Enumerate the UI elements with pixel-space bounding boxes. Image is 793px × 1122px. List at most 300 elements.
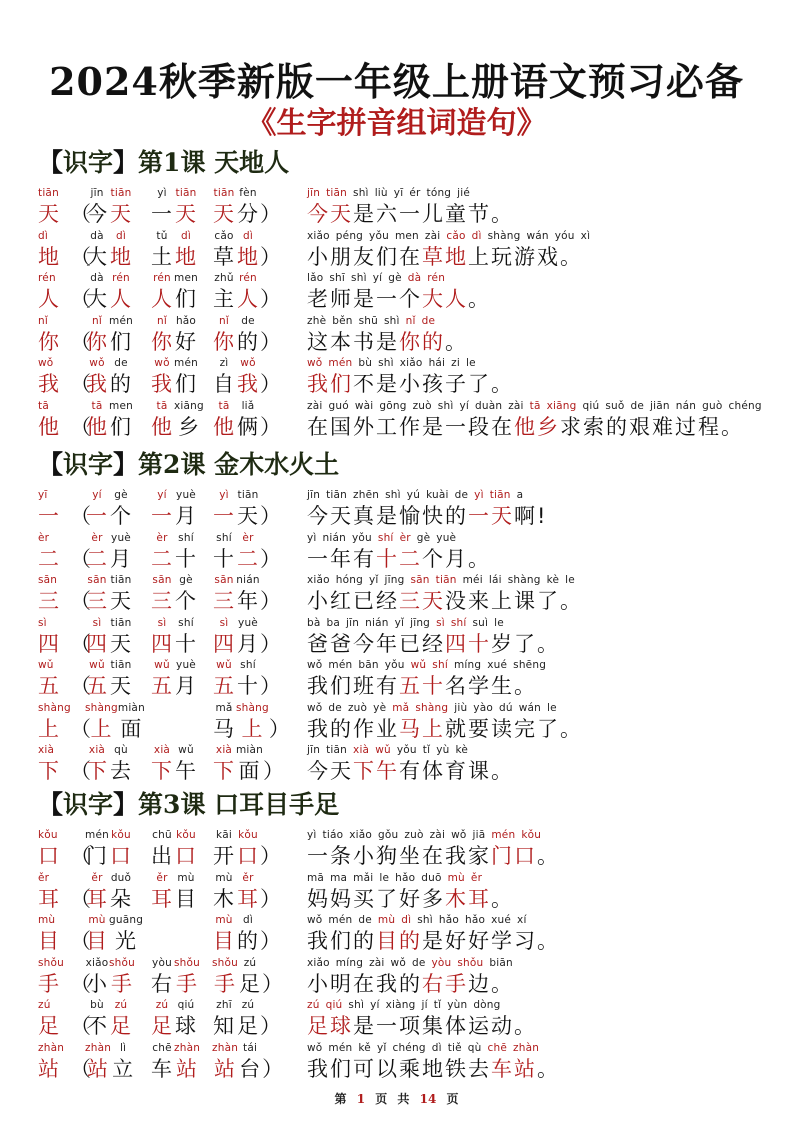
sentence-segment: 有体育课。 <box>399 759 514 783</box>
pinyin-syllable: zi <box>451 357 461 369</box>
pinyin-syllable: yǐ <box>369 574 379 586</box>
word-group <box>212 871 282 913</box>
paren-spacer <box>260 356 282 370</box>
syllable-hanzi: 个 <box>175 589 197 613</box>
highlighted-word: 三天 <box>399 589 445 613</box>
syllable-hanzi: 足 <box>237 1014 259 1038</box>
character-pinyin: sì <box>38 616 47 629</box>
syllable-hanzi: 台 <box>239 1056 262 1081</box>
paren-close-glyph: ） <box>260 589 282 613</box>
pinyin-syllable: shì <box>385 489 401 501</box>
syllable-pinyin: èr <box>242 531 254 544</box>
paren-close <box>260 998 282 1040</box>
syllable-pinyin: zhàn <box>174 1041 201 1054</box>
paren-spacer <box>70 1041 85 1055</box>
pinyin-syllable: shàng <box>415 701 449 714</box>
syllable-hanzi: 人 <box>237 287 259 311</box>
syllable-pinyin: sì <box>157 616 167 629</box>
word-group <box>70 701 145 743</box>
syllable-hanzi: 三 <box>213 589 235 613</box>
sentence-pinyin <box>307 186 514 200</box>
example-sentence <box>307 828 560 870</box>
paren-open-glyph: （ <box>70 504 85 528</box>
word-syllable <box>109 871 133 913</box>
current-page-number: 1 <box>356 1092 366 1106</box>
word-syllable <box>174 271 198 313</box>
syllable-pinyin: cǎo <box>214 229 234 242</box>
paren-open <box>70 271 85 313</box>
pinyin-syllable: hǎo <box>438 914 459 926</box>
syllable-pinyin: yì <box>157 187 167 199</box>
pinyin-syllable: yǐ <box>394 616 405 629</box>
word-syllable <box>150 271 174 313</box>
syllable-hanzi: 四 <box>213 631 235 656</box>
pinyin-syllable: zuò <box>412 399 432 412</box>
pinyin-syllable: qiú <box>582 399 600 412</box>
character-pinyin: ěr <box>38 871 50 884</box>
word-group <box>212 531 282 573</box>
example-sentence <box>307 186 514 228</box>
word-syllable <box>212 229 236 271</box>
syllable-hanzi: 人 <box>151 287 173 311</box>
paren-open-glyph: （ <box>70 244 85 269</box>
syllable-hanzi: 午 <box>175 759 197 783</box>
pinyin-syllable: yǒu <box>352 531 372 544</box>
pinyin-syllable: tiān <box>326 489 348 501</box>
paren-open-glyph: （ <box>70 1056 85 1081</box>
syllable-hanzi: 车 <box>151 1056 173 1081</box>
sentence-pinyin <box>307 828 560 842</box>
sentence-pinyin <box>307 488 547 502</box>
pinyin-syllable: wài <box>354 399 374 412</box>
pinyin-syllable: tóng <box>426 187 452 199</box>
syllable-pinyin: tā <box>91 399 103 412</box>
paren-close-glyph: ） <box>260 674 282 698</box>
paren-close <box>260 229 282 271</box>
syllable-pinyin: mù <box>177 871 195 884</box>
character-hanzi: 三 <box>38 589 60 613</box>
character-pinyin: shàng <box>38 701 71 714</box>
syllable-hanzi: 不 <box>86 1014 108 1038</box>
word-group <box>212 658 282 700</box>
pinyin-syllable: de <box>421 314 436 327</box>
pinyin-syllable: hóng <box>335 574 363 586</box>
page-footer <box>0 1090 793 1107</box>
word-syllable <box>212 356 236 398</box>
word-syllable <box>111 1041 135 1083</box>
syllable-hanzi: 十 <box>175 631 197 656</box>
pinyin-syllable: suǒ <box>605 399 625 412</box>
syllable-pinyin: xiāng <box>174 399 204 412</box>
paren-close <box>269 701 291 743</box>
character-hanzi: 手 <box>38 971 60 996</box>
lesson-name: 金木水火土 <box>214 450 340 479</box>
syllable-hanzi: 主 <box>213 287 235 311</box>
word-group <box>70 1041 135 1083</box>
highlighted-word: 四十 <box>445 631 491 656</box>
character-pinyin: wǔ <box>38 659 54 671</box>
syllable-pinyin: mén <box>109 314 133 327</box>
pinyin-syllable: wǒ <box>307 659 323 671</box>
vocab-row <box>0 998 793 1042</box>
syllable-hanzi: 五 <box>151 674 173 698</box>
pinyin-syllable: ěr <box>470 871 483 884</box>
sentence-text <box>307 285 491 313</box>
syllable-hanzi: 地 <box>175 244 197 269</box>
syllable-hanzi: 耳 <box>86 886 108 911</box>
syllable-pinyin: dà <box>90 229 104 242</box>
sentence-segment: 今天真是愉快的 <box>307 504 468 528</box>
pinyin-syllable: yào <box>473 701 493 714</box>
pinyin-syllable: kè <box>546 574 560 586</box>
sentence-text <box>307 243 596 271</box>
character-hanzi: 二 <box>38 546 60 571</box>
new-character <box>38 186 60 228</box>
pinyin-syllable: hái <box>428 357 446 369</box>
pinyin-syllable: nián <box>322 531 346 544</box>
pinyin-syllable: gè <box>416 531 431 544</box>
syllable-pinyin: men <box>109 399 133 412</box>
word-syllable <box>238 1041 262 1083</box>
syllable-pinyin: hǎo <box>175 314 197 327</box>
paren-spacer <box>260 229 282 243</box>
new-character <box>38 743 60 785</box>
syllable-hanzi: 目 <box>86 929 108 953</box>
pinyin-syllable: jīn <box>307 744 321 756</box>
word-group <box>70 314 133 356</box>
word-syllable <box>174 743 198 785</box>
syllable-hanzi: 的 <box>110 372 132 396</box>
syllable-hanzi: 十 <box>213 546 235 571</box>
syllable-hanzi: 一 <box>151 504 173 528</box>
syllable-hanzi: 朵 <box>110 886 132 911</box>
sentence-segment: 啊! <box>514 504 548 528</box>
sentence-segment: 不是小孩子了。 <box>353 372 514 396</box>
paren-open <box>70 573 85 615</box>
word-syllable <box>85 229 109 271</box>
pinyin-syllable: běn <box>332 314 353 327</box>
paren-close <box>260 356 282 398</box>
syllable-pinyin: mǎ <box>215 701 233 714</box>
syllable-hanzi: 天 <box>213 202 235 226</box>
syllable-hanzi: 五 <box>86 674 108 698</box>
pinyin-syllable: sì <box>436 616 445 629</box>
pinyin-syllable: tǐ <box>422 744 431 756</box>
syllable-hanzi: 今 <box>86 202 108 226</box>
syllable-hanzi: 下 <box>151 759 173 783</box>
example-sentence <box>307 271 491 313</box>
example-sentence <box>307 743 514 785</box>
pinyin-syllable: le <box>379 871 390 884</box>
word-syllable <box>236 271 260 313</box>
syllable-hanzi: 出 <box>151 844 173 868</box>
paren-close <box>260 616 282 658</box>
word-syllable <box>109 913 143 955</box>
sentence-pinyin <box>307 998 537 1012</box>
word-group <box>212 229 282 271</box>
syllable-pinyin: rén <box>153 272 171 284</box>
syllable-hanzi: 地 <box>237 244 259 269</box>
syllable-hanzi: 一 <box>86 504 108 528</box>
sentence-text <box>307 328 468 356</box>
sentence-text <box>307 413 768 441</box>
syllable-pinyin: chū <box>152 829 172 841</box>
vocab-row <box>0 356 793 400</box>
word-syllable <box>212 956 238 998</box>
word-syllable <box>174 616 198 658</box>
word-syllable <box>85 913 109 955</box>
character-hanzi: 目 <box>38 929 60 953</box>
word-group <box>150 616 198 658</box>
paren-open <box>70 488 85 530</box>
paren-open-glyph: （ <box>70 844 85 868</box>
character-hanzi: 四 <box>38 631 60 656</box>
lesson-tag: 识字 <box>63 450 114 479</box>
syllable-pinyin: zhǔ <box>214 272 234 284</box>
vocab-row <box>0 531 793 575</box>
word-group <box>212 399 282 441</box>
pinyin-syllable: jīn <box>307 187 321 199</box>
syllable-hanzi: 右 <box>151 971 173 996</box>
word-group <box>150 186 198 228</box>
pinyin-syllable: de <box>328 701 342 714</box>
syllable-hanzi: 的 <box>237 329 259 354</box>
word-syllable <box>236 573 260 615</box>
character-hanzi: 人 <box>38 287 60 311</box>
syllable-hanzi: 光 <box>115 929 138 953</box>
lesson-header <box>38 148 289 178</box>
syllable-pinyin: nǐ <box>157 314 167 327</box>
highlighted-word: 目的 <box>376 929 422 953</box>
syllable-pinyin: shí <box>240 659 256 671</box>
syllable-hanzi: 二 <box>237 546 259 571</box>
word-syllable <box>174 399 204 441</box>
example-sentence <box>307 913 560 955</box>
character-pinyin: èr <box>38 531 50 544</box>
pinyin-syllable: chéng <box>392 1041 426 1054</box>
pinyin-syllable: zú <box>307 999 320 1011</box>
pinyin-syllable: zài <box>369 956 385 969</box>
pinyin-syllable: mǎ <box>392 701 410 714</box>
pinyin-syllable: nián <box>365 616 389 629</box>
word-syllable <box>174 314 198 356</box>
lesson-number: 第1课 <box>138 148 206 177</box>
pinyin-syllable: shì <box>378 357 394 369</box>
syllable-hanzi: 他 <box>86 414 108 439</box>
paren-close <box>260 314 282 356</box>
pinyin-syllable: shì <box>351 272 367 284</box>
bracket-open: 【 <box>38 790 64 819</box>
syllable-pinyin: shí <box>178 616 194 629</box>
pinyin-syllable: shì <box>437 399 454 412</box>
pinyin-syllable: qù <box>467 1041 482 1054</box>
pinyin-syllable: bù <box>358 357 373 369</box>
paren-open-glyph: （ <box>70 674 85 698</box>
paren-open <box>70 399 85 441</box>
pinyin-syllable: shì <box>353 187 369 199</box>
word-syllable <box>85 271 109 313</box>
word-syllable <box>109 658 133 700</box>
syllable-pinyin: shàng <box>236 701 269 714</box>
syllable-hanzi: 四 <box>151 631 173 656</box>
character-pinyin: xià <box>38 744 55 756</box>
syllable-hanzi: 口 <box>237 844 259 868</box>
pinyin-syllable: yù <box>436 744 450 756</box>
syllable-pinyin: yòu <box>152 956 172 969</box>
syllable-pinyin: liǎ <box>241 399 255 412</box>
syllable-hanzi: 自 <box>213 372 235 396</box>
vocab-row <box>0 658 793 702</box>
paren-close-glyph: ） <box>260 929 282 953</box>
word-group <box>70 271 133 313</box>
pinyin-syllable: tā <box>529 399 541 412</box>
sentence-segment: 就要读完了。 <box>445 716 583 741</box>
syllable-pinyin: nǐ <box>92 314 102 327</box>
sentence-segment: 我们班有 <box>307 674 399 698</box>
syllable-pinyin: yì <box>219 489 229 501</box>
character-hanzi: 天 <box>38 202 60 226</box>
syllable-pinyin: yí <box>92 489 102 501</box>
paren-open-glyph: （ <box>70 759 85 783</box>
syllable-hanzi: 天 <box>110 589 132 613</box>
sentence-text <box>307 970 519 998</box>
paren-spacer <box>70 956 85 970</box>
syllable-pinyin: xià <box>153 744 171 756</box>
word-syllable <box>150 616 174 658</box>
pinyin-syllable: jīn <box>307 489 321 501</box>
new-character <box>38 488 60 530</box>
word-syllable <box>85 531 109 573</box>
word-syllable <box>212 1041 238 1083</box>
word-group <box>70 531 133 573</box>
pinyin-syllable: yí <box>370 999 380 1011</box>
syllable-pinyin: tā <box>218 399 230 412</box>
word-syllable <box>109 743 133 785</box>
word-group <box>150 399 204 441</box>
syllable-hanzi: 站 <box>214 1056 237 1081</box>
syllable-hanzi: 们 <box>110 329 132 354</box>
sentence-segment: 我的作业 <box>307 716 399 741</box>
word-syllable <box>236 531 260 573</box>
sentence-segment: 是六一儿童节。 <box>353 202 514 226</box>
syllable-pinyin: guāng <box>109 914 144 926</box>
paren-close <box>263 743 285 785</box>
syllable-pinyin: wǒ <box>89 357 105 369</box>
word-syllable <box>109 488 133 530</box>
paren-close-glyph: ） <box>260 1014 282 1038</box>
example-sentence <box>307 616 560 658</box>
vocab-row <box>0 488 793 532</box>
paren-spacer <box>260 399 282 413</box>
total-page-count: 14 <box>419 1092 437 1106</box>
pinyin-syllable: xué <box>487 659 508 671</box>
pinyin-syllable: yòu <box>431 956 452 969</box>
word-syllable <box>236 998 260 1040</box>
paren-open-glyph: （ <box>70 929 85 953</box>
syllable-hanzi: 月 <box>175 674 197 698</box>
syllable-pinyin: sān <box>152 574 172 586</box>
word-group <box>150 743 198 785</box>
syllable-hanzi: 上 <box>90 716 113 741</box>
syllable-hanzi: 门 <box>86 844 108 868</box>
bracket-close: 】 <box>113 148 139 177</box>
word-syllable <box>85 828 109 870</box>
syllable-pinyin: dì <box>243 229 253 242</box>
pinyin-syllable: duō <box>421 871 442 884</box>
syllable-pinyin: wǒ <box>240 357 256 369</box>
pinyin-syllable: dà <box>407 272 422 284</box>
word-syllable <box>150 658 174 700</box>
paren-spacer <box>70 314 85 328</box>
highlighted-word: 我们 <box>307 372 353 396</box>
pinyin-syllable: jīng <box>410 616 431 629</box>
paren-spacer <box>70 271 85 285</box>
character-pinyin: dì <box>38 229 48 242</box>
highlighted-word: 右手 <box>422 971 468 996</box>
syllable-pinyin: zhàn <box>85 1041 112 1054</box>
paren-open-glyph: （ <box>70 1014 85 1038</box>
pinyin-syllable: gè <box>388 272 402 284</box>
word-syllable <box>109 229 133 271</box>
bracket-open: 【 <box>38 148 64 177</box>
sentence-text <box>307 842 560 870</box>
paren-close <box>260 186 282 228</box>
syllable-hanzi: 目 <box>175 886 197 911</box>
syllable-hanzi: 好 <box>175 329 197 354</box>
vocab-row <box>0 828 793 872</box>
new-character <box>38 531 60 573</box>
word-syllable <box>109 271 133 313</box>
word-group <box>212 956 284 998</box>
pinyin-syllable: ba <box>326 616 340 629</box>
paren-spacer <box>70 616 85 630</box>
syllable-pinyin: dà <box>90 272 104 284</box>
syllable-pinyin: kāi <box>215 829 233 841</box>
sentence-text <box>307 672 552 700</box>
syllable-hanzi: 一 <box>213 504 235 528</box>
new-character <box>38 956 64 998</box>
syllable-hanzi: 足 <box>151 1014 173 1038</box>
paren-spacer <box>70 531 85 545</box>
word-syllable <box>150 488 174 530</box>
word-syllable <box>212 828 236 870</box>
sentence-segment: 我们可以乘地铁去 <box>307 1056 491 1081</box>
word-syllable <box>174 998 198 1040</box>
sentence-pinyin <box>307 616 560 630</box>
paren-spacer <box>70 658 85 672</box>
character-pinyin: tā <box>38 399 49 412</box>
pinyin-syllable: mù <box>447 871 465 884</box>
sentence-pinyin <box>307 531 491 545</box>
syllable-pinyin: tái <box>243 1041 258 1054</box>
vocab-row <box>0 616 793 660</box>
word-group <box>150 871 198 913</box>
word-group <box>70 743 133 785</box>
syllable-hanzi: 俩 <box>237 414 259 439</box>
sentence-segment: 在国外工作是一段在 <box>307 414 514 439</box>
syllable-hanzi: 口 <box>175 844 197 868</box>
paren-spacer <box>260 616 282 630</box>
pinyin-syllable: xiāng <box>546 399 577 412</box>
syllable-hanzi: 大 <box>86 287 108 311</box>
word-group <box>150 573 198 615</box>
syllable-hanzi: 球 <box>175 1014 197 1038</box>
pinyin-syllable: zuò <box>347 701 368 714</box>
word-group <box>70 956 135 998</box>
word-group <box>212 743 285 785</box>
highlighted-word: 他乡 <box>514 414 560 439</box>
sentence-pinyin <box>307 956 519 970</box>
